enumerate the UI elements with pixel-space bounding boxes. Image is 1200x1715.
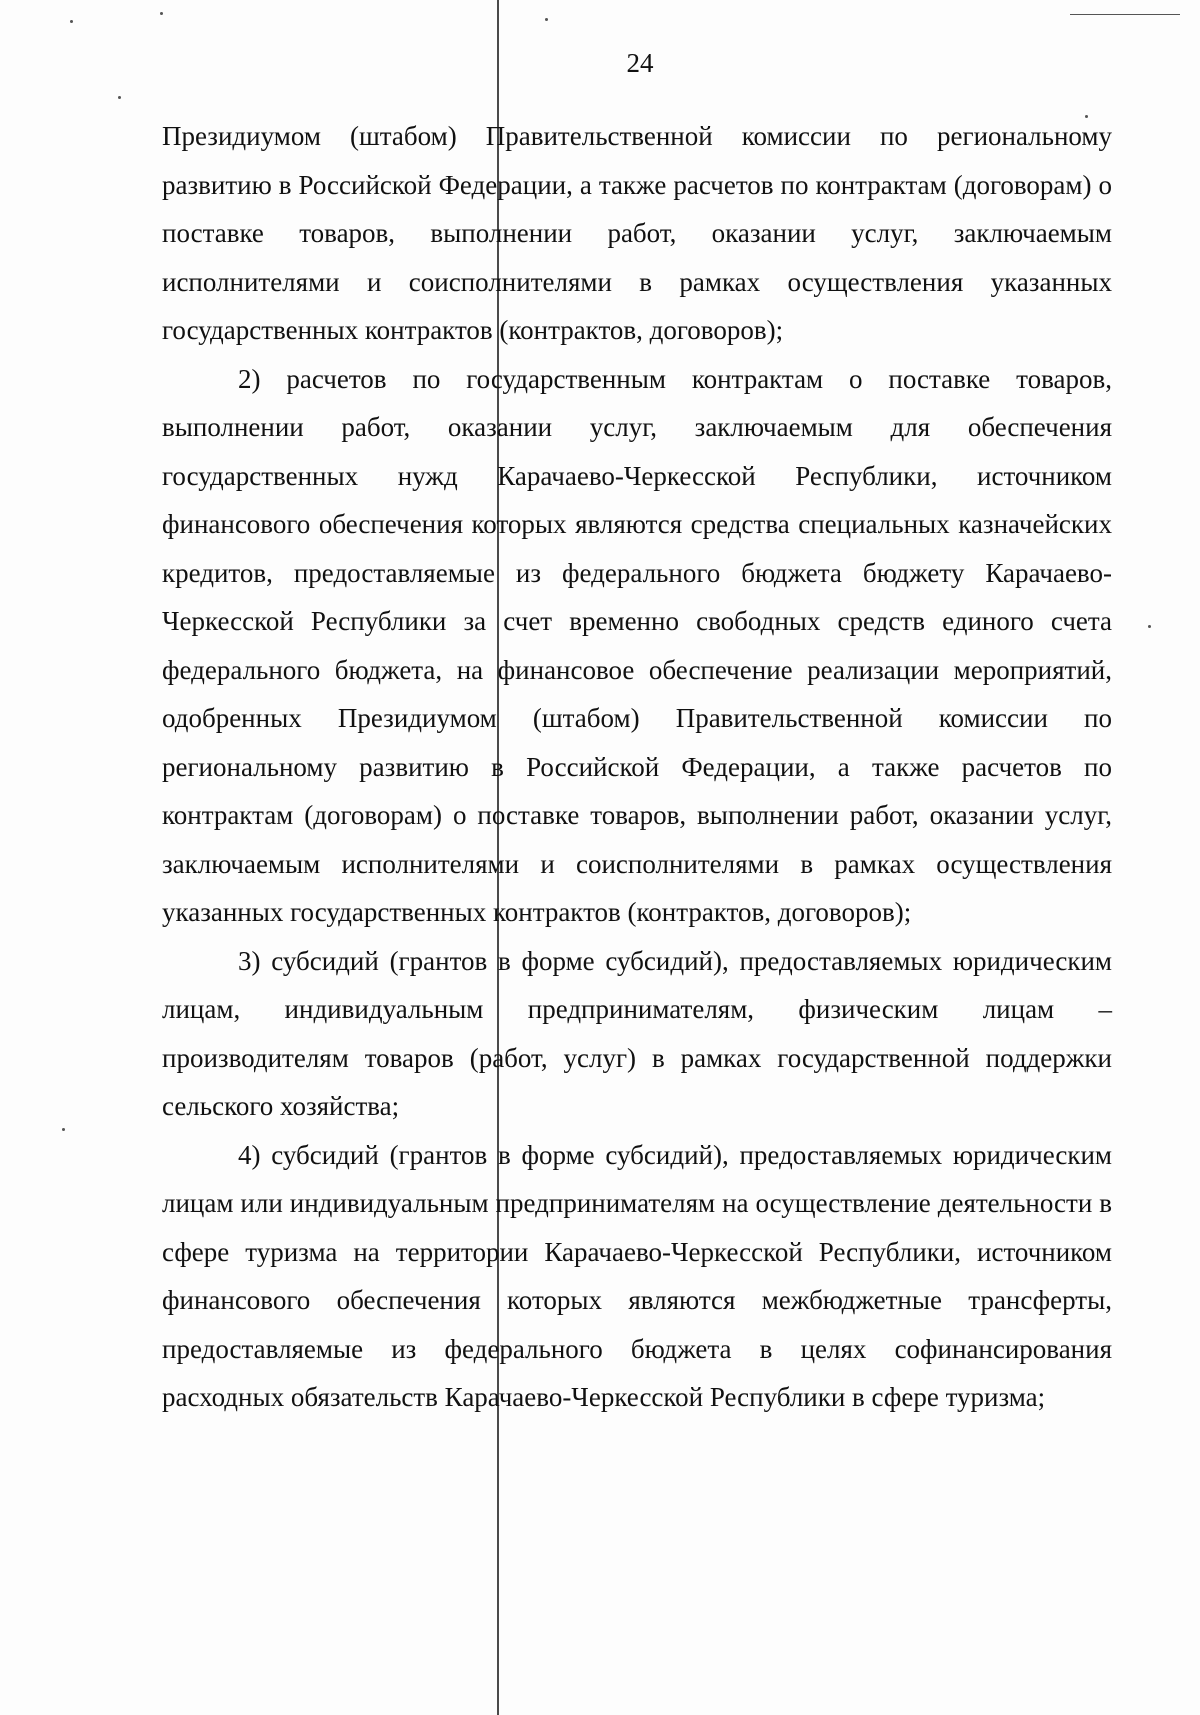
top-edge-rule	[1070, 14, 1180, 15]
document-body	[162, 112, 1112, 1422]
scan-speck	[1148, 625, 1151, 628]
scan-speck	[62, 1128, 65, 1131]
paragraph-item-3: 3) субсидий (грантов в форме субсидий), предоставляемых юридическим лицам, индивидуальным предпринимателям, физическим лицам – производителям товаров (работ, услуг) в рамках государственной поддержки сельского хозяйства;	[162, 945, 1112, 1121]
paragraph-continuation: Президиумом (штабом) Правительственной комиссии по региональному развитию в Российской Федерации, а также расчетов по контрактам (договорам) о поставке товаров, выполнении работ, оказании услуг, заключаемым исполнителями и соисполнителями в рамках осуществления указанных государственных контрактов (контрактов, договоров);	[162, 121, 1112, 345]
paragraph-item-4: 4) субсидий (грантов в форме субсидий), предоставляемых юридическим лицам или индивидуальным предпринимателям на осуществление деятельности в сфере туризма на территории Карачаево-Черкесской Республики, источником финансового обеспечения которых являются межбюджетные трансферты, предоставляемые из федерального бюджета в целях софинансирования расходных обязательств Карачаево-Черкесской Республики в сфере туризма;	[162, 1139, 1112, 1412]
scan-speck	[160, 12, 163, 15]
page-number: 24	[626, 48, 654, 78]
scan-speck	[118, 96, 121, 99]
scan-speck	[545, 18, 548, 21]
scan-speck	[70, 20, 73, 23]
paragraph-item-2: 2) расчетов по государственным контрактам о поставке товаров, выполнении работ, оказании услуг, заключаемым для обеспечения государственных нужд Карачаево-Черкесской Республики, источником финансового обеспечения которых являются средства специальных казначейских кредитов, предоставляемые из федерального бюджета бюджету Карачаево-Черкесской Республики за счет временно свободных средств единого счета федерального бюджета, на финансовое обеспечение реализации мероприятий, одобренных Президиумом (штабом) Правительственной комиссии по региональному развитию в Российской Федерации, а также расчетов по контрактам (договорам) о поставке товаров, выполнении работ, оказании услуг, заключаемым исполнителями и соисполнителями в рамках осуществления указанных государственных контрактов (контрактов, договоров);	[162, 363, 1112, 927]
